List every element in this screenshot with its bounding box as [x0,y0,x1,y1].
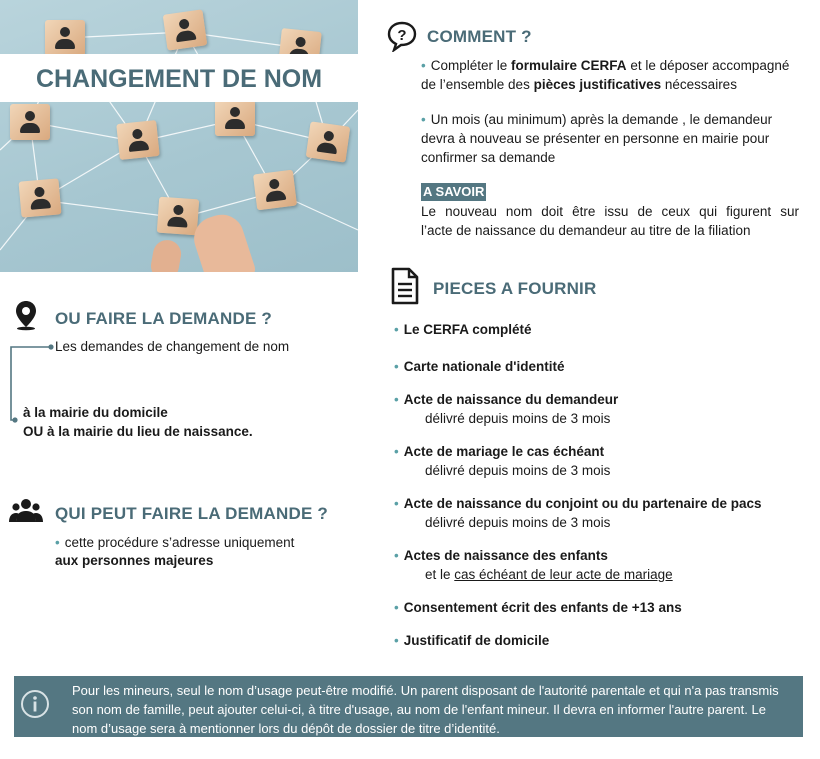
pieces-heading: PIECES A FOURNIR [433,279,597,298]
person-block [116,120,160,160]
document-icon [389,266,421,306]
ou-line-2: à la mairie du domicile [23,405,168,420]
piece-item-sub: délivré depuis moins de 3 mois [425,411,611,426]
piece-item: • Carte nationale d'identité [394,359,565,374]
piece-item-sub: délivré depuis moins de 3 mois [425,515,611,530]
piece-item: • Justificatif de domicile [394,633,550,648]
piece-item: • Acte de naissance du conjoint ou du partenaire de pacs [394,496,762,511]
ou-line-3: OU à la mairie du lieu de naissance. [23,424,253,439]
comment-heading: COMMENT ? [427,27,532,46]
group-people-icon [9,496,43,526]
person-block [19,178,62,217]
qui-line-2: aux personnes majeures [55,553,214,568]
person-block [163,9,208,50]
page-title: CHANGEMENT DE NOM [35,65,323,93]
ou-heading: OU FAIRE LA DEMANDE ? [55,309,273,328]
person-block [215,100,255,136]
qui-line-1: • cette procédure s’adresse uniquement [55,535,295,550]
ou-line-1: Les demandes de changement de nom [55,339,290,354]
piece-item: • Acte de naissance du demandeur [394,392,619,407]
person-block [10,104,50,140]
svg-text:?: ? [397,27,407,44]
piece-item: • Le CERFA complété [394,322,532,337]
person-block [157,197,199,236]
person-block [306,121,351,162]
comment-paragraph-1: • Compléter le formulaire CERFA et le déposer accompagné de l’ensemble des pièces justificatives nécessaires [421,58,790,92]
question-bubble-icon [386,20,418,52]
person-block [45,20,85,56]
person-block [253,170,297,211]
a-savoir-badge: A SAVOIR [423,184,485,199]
piece-item: • Acte de mariage le cas échéant [394,444,605,459]
info-icon [20,689,50,719]
hero-image [0,0,358,272]
location-pin-icon [13,299,39,331]
piece-item-sub: et le cas échéant de leur acte de mariage [425,567,673,582]
qui-heading: QUI PEUT FAIRE LA DEMANDE ? [55,504,329,523]
piece-item: • Consentement écrit des enfants de +13 ans [394,600,682,615]
comment-paragraph-2: • Un mois (au minimum) après la demande , le demandeur devra à nouveau se présenter en personne en mairie pour confirmer sa demande [421,112,773,165]
piece-item-sub: délivré depuis moins de 3 mois [425,463,611,478]
piece-item: • Actes de naissance des enfants [394,548,608,563]
info-text: Pour les mineurs, seul le nom d’usage peut-être modifié. Un parent disposant de l'autorité parentale et qui n'a pas transmis son nom de famille, peut ajouter celui-ci, à titre d'usage, au nom de l'enfant mineur. Il devra en informer l'autre parent. Le nom d’usage sera à mentionner lors du dépôt de dossier de titre d’identité. [72,683,779,736]
a-savoir-text: Le nouveau nom doit être issu de ceux qui figurent sur l’acte de naissance du demandeur au titre de la filiation [421,204,799,238]
